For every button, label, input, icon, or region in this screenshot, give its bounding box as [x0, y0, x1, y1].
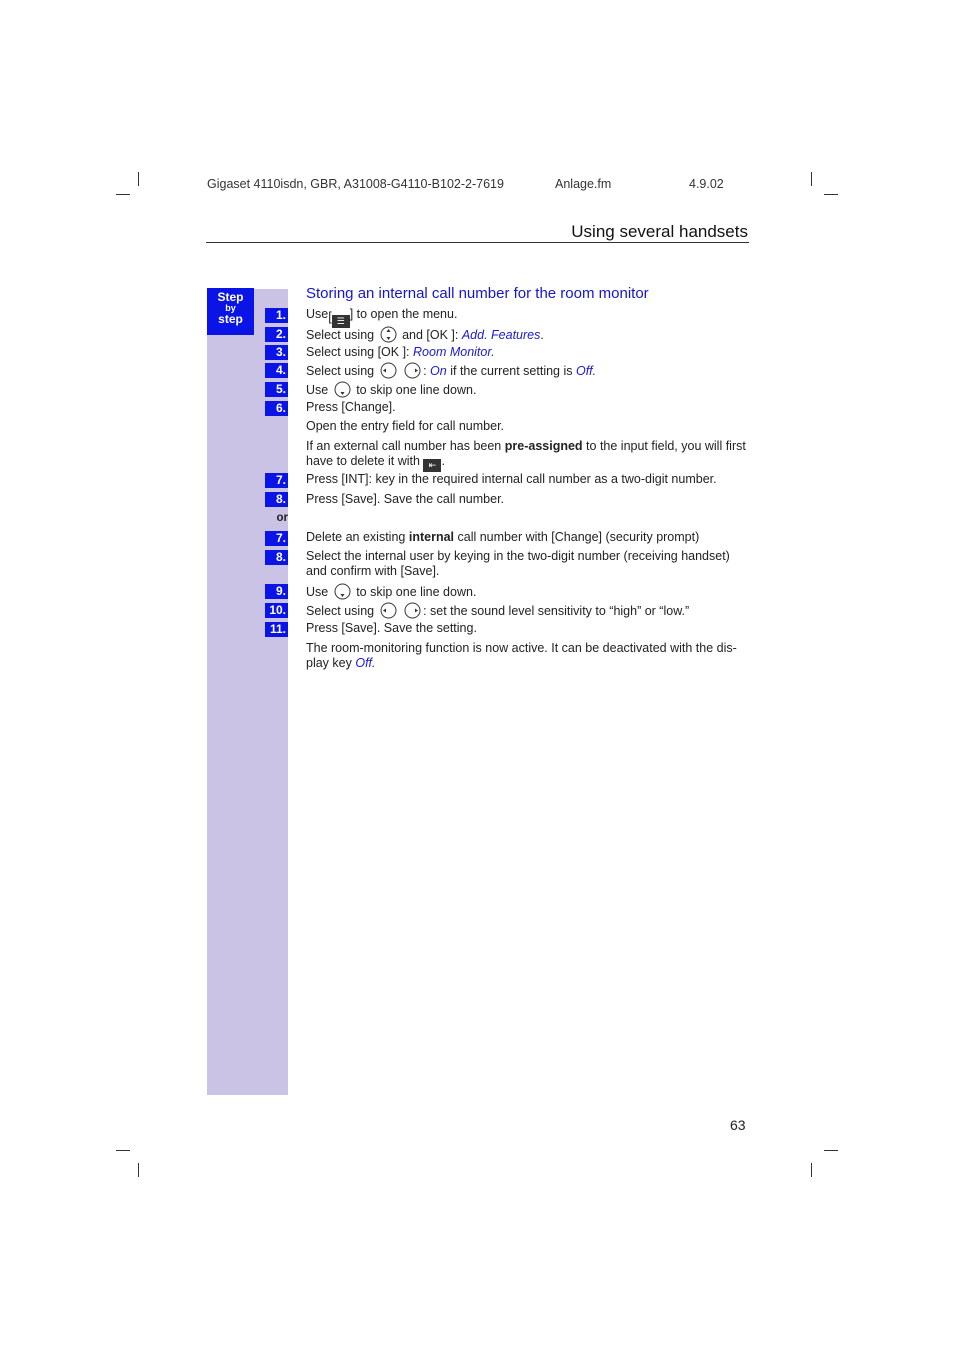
title-rule — [206, 242, 749, 243]
crop-mark — [138, 1163, 139, 1177]
display-off: Off — [575, 364, 593, 378]
step-7b-text — [306, 530, 751, 545]
section-title: Using several handsets — [571, 222, 748, 241]
nav-key-icon — [404, 602, 421, 619]
s4-d: if the current setting is — [450, 364, 573, 378]
s5-b: to skip one line down. — [356, 383, 477, 397]
display-room-monitor: Room Monitor — [413, 345, 492, 359]
s2-a: Select using — [306, 328, 375, 342]
note-b: pre-assigned — [504, 439, 583, 453]
step-9-text — [306, 583, 751, 600]
step-number: 6. — [265, 401, 288, 416]
nav-key-icon — [380, 602, 397, 619]
step-number: 11. — [265, 622, 288, 637]
header-doc-id: Gigaset 4110isdn, GBR, A31008-G4110-B102-2-7619 — [207, 177, 504, 191]
step-number: 8. — [265, 550, 288, 565]
crop-mark — [116, 1150, 130, 1151]
nav-key-icon — [380, 326, 397, 343]
s7b-a: Delete an existing — [306, 530, 406, 544]
final-a: The room-monitoring function is now active. It can be deactivated with the dis-play key — [306, 641, 737, 670]
step-10-text — [306, 602, 751, 619]
step-number: 9. — [265, 584, 288, 599]
crop-mark — [116, 194, 130, 195]
s4-b: : — [423, 364, 427, 378]
step-number: 1. — [265, 308, 288, 323]
nav-key-icon — [404, 362, 421, 379]
page-number: 63 — [730, 1117, 746, 1133]
step-1-text — [306, 307, 751, 328]
step-by-step-logo — [207, 288, 254, 335]
step-2-text: Select using and [OK ]: Add. Features. — [306, 328, 544, 342]
step-6-text: Press [Change]. — [306, 400, 396, 414]
s3-a: Select using [OK ]: — [306, 345, 410, 359]
s4-a: Select using — [306, 364, 375, 378]
step-8-text: Press [Save]. Save the call number. — [306, 492, 505, 506]
step-8b-text: Select the internal user by keying in the two-digit number (receiving handset) and confirm with [Save]. — [306, 549, 730, 578]
s2-b: and [OK ]: — [402, 328, 459, 342]
nav-key-icon — [380, 362, 397, 379]
s9-a: Use — [306, 585, 329, 599]
procedure-heading: Storing an internal call number for the room monitor — [306, 285, 649, 302]
s10-a: Select using — [306, 604, 375, 618]
delete-key-icon: ⇤ — [423, 459, 441, 472]
step-3-text: Select using [OK ]: Room Monitor. — [306, 345, 495, 359]
nav-key-down-icon — [334, 583, 351, 600]
note-c: to the input field, you will first have to delete it with — [306, 439, 746, 468]
step-number: 7. — [265, 473, 288, 488]
header-date: 4.9.02 — [689, 177, 724, 191]
step-number: 4. — [265, 363, 288, 378]
s9-b: to skip one line down. — [356, 585, 477, 599]
crop-mark — [138, 172, 139, 186]
s1-a: Use — [306, 307, 329, 321]
step-4-text: Select using : On if the current setting is Off. — [306, 364, 597, 378]
step-7-text: Press [INT]: key in the required internal call number as a two-digit number. — [306, 472, 717, 486]
s7b-c: call number with [Change] (security prompt) — [457, 530, 700, 544]
final-note-text: The room-monitoring function is now active. It can be deactivated with the dis-play key Off. — [306, 641, 737, 670]
step-number: 8. — [265, 492, 288, 507]
logo-step: Step — [217, 290, 244, 304]
crop-mark — [824, 1150, 838, 1151]
crop-mark — [824, 194, 838, 195]
menu-key-icon: [ ☰ — [328, 310, 349, 328]
s5-a: Use — [306, 383, 329, 397]
open-entry-text: Open the entry field for call number. — [306, 419, 505, 433]
note-text: If an external call number has been pre-assigned to the input field, you will first have to delete it with ⇤ . — [306, 439, 746, 470]
display-on: On — [430, 364, 447, 378]
or-label: or — [276, 512, 288, 524]
step-number: 7. — [265, 531, 288, 546]
nav-key-down-icon — [334, 381, 351, 398]
step-number: 3. — [265, 345, 288, 360]
step-number: 2. — [265, 327, 288, 342]
step-number: 5. — [265, 382, 288, 397]
s7b-b: internal — [408, 530, 455, 544]
crop-mark — [811, 1163, 812, 1177]
logo-step-2: step — [218, 312, 243, 326]
display-add-features: Add. Features — [461, 328, 541, 342]
header-file: Anlage.fm — [555, 177, 612, 191]
note-a: If an external call number has been — [306, 439, 502, 453]
display-off-final: Off — [355, 655, 373, 670]
step-5-text — [306, 381, 751, 398]
s1-b: ] to open the menu. — [349, 307, 458, 321]
s10-b: : set the sound level sensitivity to “high” or “low.” — [423, 604, 690, 618]
step-11-text: Press [Save]. Save the setting. — [306, 621, 477, 635]
logo-by: by — [225, 303, 236, 313]
step-number: 10. — [265, 603, 288, 618]
crop-mark — [811, 172, 812, 186]
